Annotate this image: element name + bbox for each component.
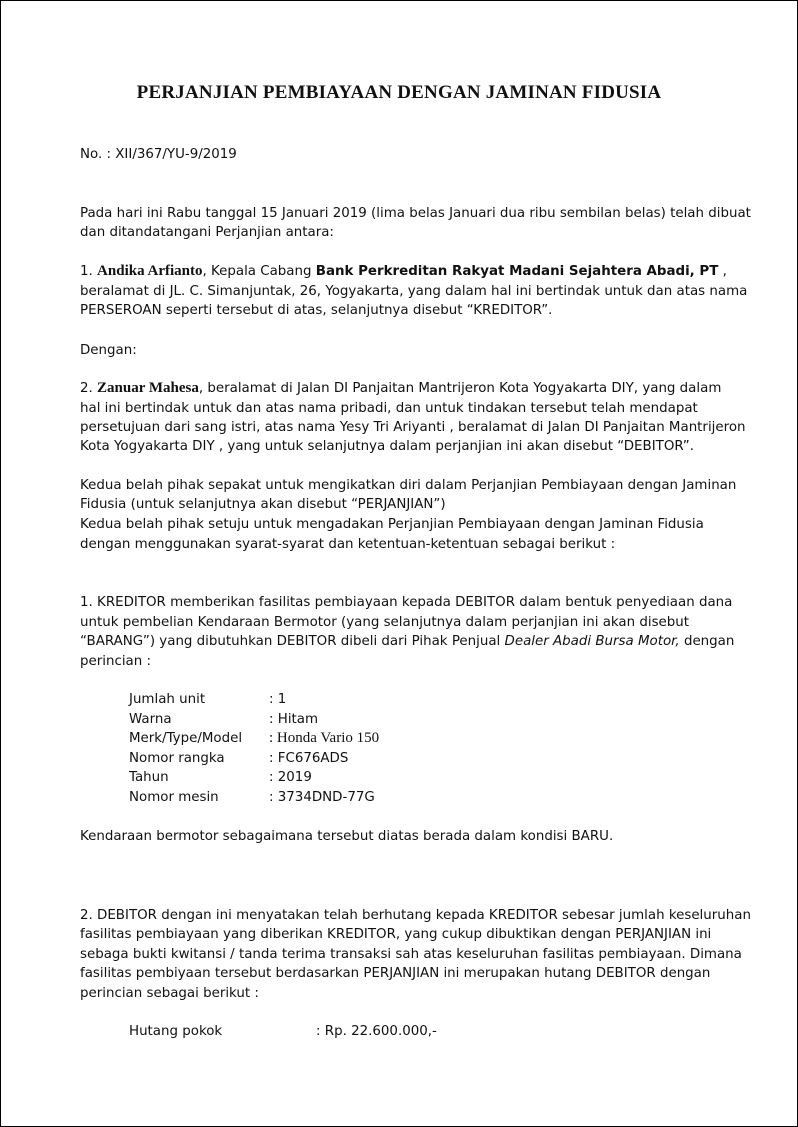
spec-value-merk: : Honda Vario 150 xyxy=(269,730,380,746)
party-2-line-3: Kota Yogyakarta DIY , yang untuk selanjutnya dalam perjanjian ini akan disebut “DEBITOR”. xyxy=(80,439,695,454)
spec-label-warna: Warna xyxy=(129,712,172,727)
spec-value-nomor-mesin: : 3734DND-77G xyxy=(269,790,375,805)
spec-label-nomor-rangka: Nomor rangka xyxy=(129,751,225,766)
spec-value-nomor-rangka: : FC676ADS xyxy=(269,751,349,766)
hutang-pokok-value: : Rp. 22.600.000,- xyxy=(316,1024,437,1039)
clause-1-line-3-post: dengan xyxy=(679,634,735,649)
agreement-number: No. : XII/367/YU-9/2019 xyxy=(80,147,237,162)
agreement-line-1: Kedua belah pihak sepakat untuk mengikatkan diri dalam Perjanjian Pembiayaan dengan Jaminan xyxy=(80,478,737,493)
spec-label-merk: Merk/Type/Model xyxy=(129,731,243,746)
condition-statement: Kendaraan bermotor sebagaimana tersebut diatas berada dalam kondisi BARU. xyxy=(80,829,614,844)
spec-value-tahun: : 2019 xyxy=(269,770,312,785)
party-2-line-1: hal ini bertindak untuk dan atas nama pribadi, dan untuk tindakan tersebut telah mendapat xyxy=(80,401,698,416)
clause-1-line-3 xyxy=(80,632,734,651)
opening-line-2: dan ditandatangani Perjanjian antara: xyxy=(80,225,334,240)
party-2-line-2: persetujuan dari sang istri, atas nama Yesy Tri Ariyanti , beralamat di Jalan DI Panjaitan Mantrijeron xyxy=(80,420,746,435)
party-2-name: Zanuar Mahesa xyxy=(97,380,199,396)
clause-2-line-1: 2. DEBITOR dengan ini menyatakan telah berhutang kepada KREDITOR sebesar jumlah keseluruhan xyxy=(80,908,751,923)
clause-1-line-2: untuk pembelian Kendaraan Bermotor (yang selanjutnya dalam perjanjian ini akan disebut xyxy=(80,615,690,630)
party-1-company: Bank Perkreditan Rakyat Madani Sejahtera Abadi, PT xyxy=(315,264,719,279)
clause-2-line-5: perincian sebagai berikut : xyxy=(80,986,259,1001)
party-2-heading xyxy=(80,379,721,398)
clause-2-line-2: fasilitas pembiayaan yang diberikan KREDITOR, yang cukup dibuktikan dengan PERJANJIAN ini xyxy=(80,927,712,942)
party-2-prefix: 2. xyxy=(80,381,98,396)
agreement-line-4: dengan menggunakan syarat-syarat dan ketentuan-ketentuan sebagai berikut : xyxy=(80,537,616,552)
agreement-line-2: Fidusia (untuk selanjutnya akan disebut “PERJANJIAN”) xyxy=(80,497,446,512)
party-1-suffix: , xyxy=(718,264,727,279)
clause-2-line-4: fasilitas pembiyaan tersebut berdasarkan PERJANJIAN ini merupakan hutang DEBITOR dengan xyxy=(80,966,711,981)
spec-label-tahun: Tahun xyxy=(129,770,169,785)
party-1-line-1: beralamat di JL. C. Simanjuntak, 26, Yogyakarta, yang dalam hal ini bertindak untuk dan atas nama xyxy=(80,284,748,299)
clause-1-line-1: 1. KREDITOR memberikan fasilitas pembiayaan kepada DEBITOR dalam bentuk penyediaan dana xyxy=(80,595,733,610)
spec-value-jumlah-unit: : 1 xyxy=(269,692,287,707)
clause-2-line-3: sebaga bukti kwitansi / tanda terima transaksi sah atas keseluruhan fasilitas pembiayaan. Dimana xyxy=(80,947,742,962)
party-1-heading xyxy=(80,262,727,281)
dengan-label: Dengan: xyxy=(80,343,137,358)
agreement-line-3: Kedua belah pihak setuju untuk mengadakan Perjanjian Pembiayaan dengan Jaminan Fidusia xyxy=(80,517,704,532)
spec-label-nomor-mesin: Nomor mesin xyxy=(129,790,219,805)
party-1-mid: , Kepala Cabang xyxy=(202,264,316,279)
clause-1-line-3-pre: “BARANG”) yang dibutuhkan DEBITOR dibeli dari Pihak Penjual xyxy=(80,634,505,649)
party-2-rest: , beralamat di Jalan DI Panjaitan Mantrijeron Kota Yogyakarta DIY, yang dalam xyxy=(198,381,722,396)
party-1-prefix: 1. xyxy=(80,264,98,279)
clause-1-line-4: perincian : xyxy=(80,654,151,669)
opening-line-1: Pada hari ini Rabu tanggal 15 Januari 2019 (lima belas Januari dua ribu sembilan belas) telah dibuat xyxy=(80,206,751,221)
spec-label-jumlah-unit: Jumlah unit xyxy=(129,692,206,707)
document-title: PERJANJIAN PEMBIAYAAN DENGAN JAMINAN FIDUSIA xyxy=(136,82,662,103)
spec-value-warna: : Hitam xyxy=(269,712,319,727)
party-1-name: Andika Arfianto xyxy=(97,263,203,279)
hutang-pokok-label: Hutang pokok xyxy=(129,1024,223,1039)
party-1-line-2: PERSEROAN seperti tersebut di atas, selanjutnya disebut “KREDITOR”. xyxy=(80,303,553,318)
dealer-name: Dealer Abadi Bursa Motor, xyxy=(504,634,680,649)
